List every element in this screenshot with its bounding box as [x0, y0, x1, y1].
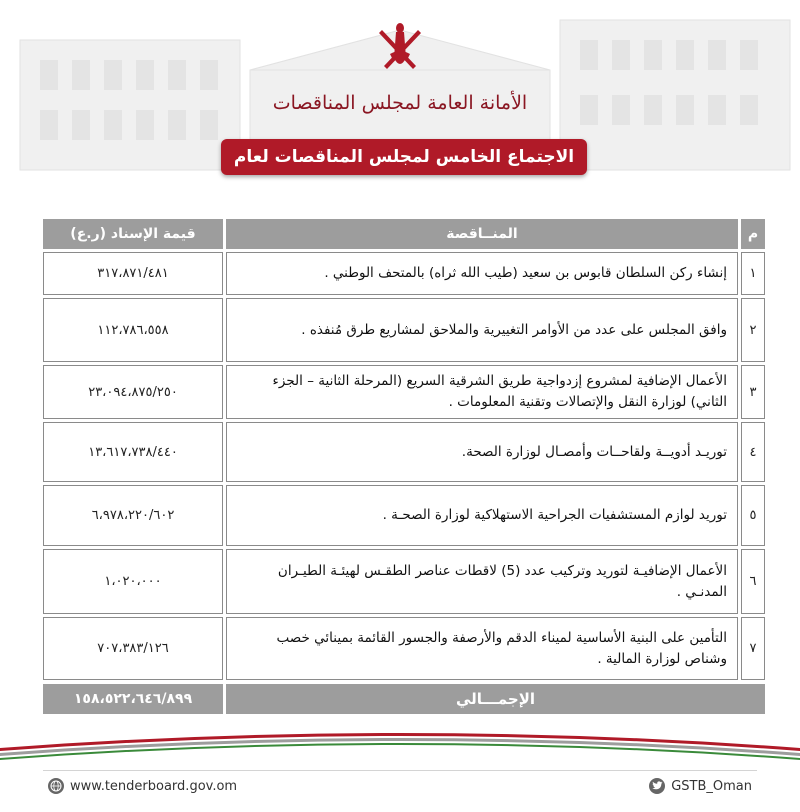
row-value: ١١٢،٧٨٦،٥٥٨ [43, 298, 223, 362]
row-number: ٢ [741, 298, 765, 362]
twitter-handle[interactable]: GSTB_Oman [671, 778, 752, 794]
table-header [43, 219, 765, 249]
row-description: وافق المجلس على عدد من الأوامر التغييرية والملاحق لمشاريع طرق مُنفذه . [226, 298, 738, 362]
row-description: الأعمال الإضافية لمشروع إزدواجية طريق الشرقية السريع (المرحلة الثانية – الجزء الثاني) لوزارة النقل والإتصالات وتقنية المعلومات . [226, 365, 738, 419]
decorative-stripes [0, 720, 800, 760]
row-value: ٢٣،٠٩٤،٨٧٥/٢٥٠ [43, 365, 223, 419]
row-description: إنشاء ركن السلطان قابوس بن سعيد (طيب الله ثراه) بالمتحف الوطني . [226, 252, 738, 295]
row-number: ٦ [741, 549, 765, 614]
total-label: الإجمـــالي [226, 684, 765, 714]
twitter-icon [649, 778, 665, 794]
organization-name: الأمانة العامة لمجلس المناقصات [272, 92, 528, 114]
table-row [43, 617, 765, 680]
total-value: ١٥٨،٥٢٢،٦٤٦/٨٩٩ [43, 684, 223, 714]
oman-emblem-icon [376, 18, 424, 76]
row-value: ١٣،٦١٧،٧٣٨/٤٤٠ [43, 422, 223, 482]
total-row [43, 684, 765, 714]
table-row [43, 485, 765, 546]
website-url[interactable]: www.tenderboard.gov.om [70, 778, 238, 794]
column-header-value: قيمة الإسناد (ر.ع) [43, 219, 223, 249]
row-value: ٧٠٧،٣٨٣/١٢٦ [43, 617, 223, 680]
row-description: توريد لوازم المستشفيات الجراحية الاستهلاكية لوزارة الصحـة . [226, 485, 738, 546]
globe-icon [48, 778, 64, 794]
table-row [43, 298, 765, 362]
table-row [43, 252, 765, 295]
page-title: الاجتماع الخامس لمجلس المناقصات لعام 2020م [221, 139, 587, 175]
column-header-tender: المنــاقصة [226, 219, 738, 249]
row-number: ٧ [741, 617, 765, 680]
table-row [43, 365, 765, 419]
row-number: ٣ [741, 365, 765, 419]
footer-divider [43, 770, 757, 771]
row-value: ٣١٧،٨٧١/٤٨١ [43, 252, 223, 295]
column-header-number: م [741, 219, 765, 249]
row-description: توريـد أدويــة ولقاحــات وأمصـال لوزارة الصحة. [226, 422, 738, 482]
table-row [43, 549, 765, 614]
row-number: ١ [741, 252, 765, 295]
row-description: التأمين على البنية الأساسية لميناء الدقم والأرصفة والجسور القائمة بمينائي خصب وشناص لوزارة المالية . [226, 617, 738, 680]
table-row [43, 422, 765, 482]
row-number: ٤ [741, 422, 765, 482]
footer-website[interactable] [48, 776, 237, 796]
footer-twitter[interactable] [649, 776, 752, 796]
row-value: ٦،٩٧٨،٢٢٠/٦٠٢ [43, 485, 223, 546]
row-description: الأعمال الإضافيـة لتوريد وتركيب عدد (5) لاقطات عناصر الطقـس لهيئـة الطيـران المدنـي . [226, 549, 738, 614]
row-value: ١،٠٢٠،٠٠٠ [43, 549, 223, 614]
row-number: ٥ [741, 485, 765, 546]
